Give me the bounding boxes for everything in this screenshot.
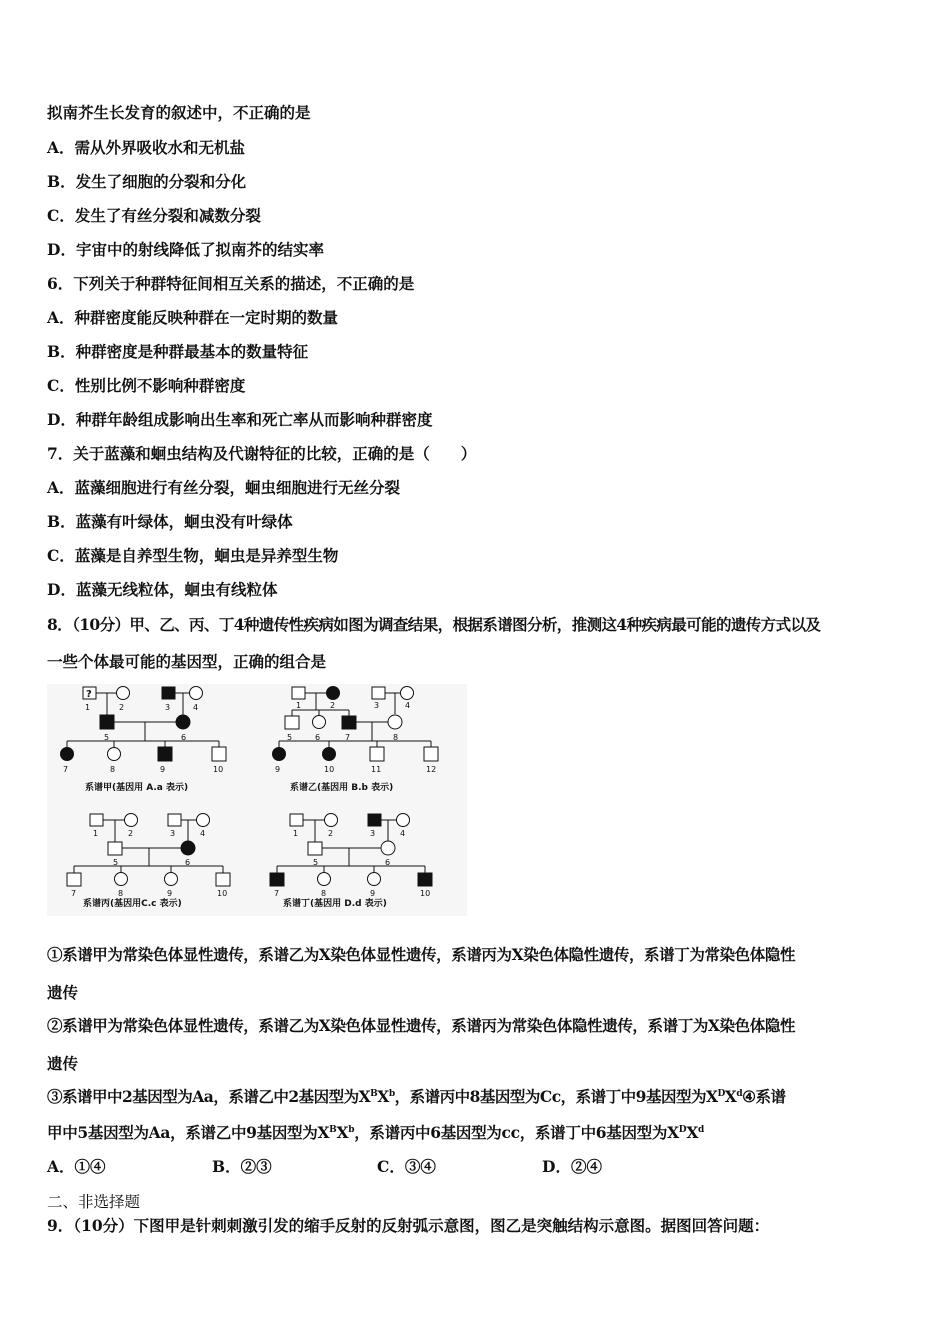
bing-label-2: 2 [128,829,134,838]
q7-option-b: B．蓝藻有叶绿体，蛔虫没有叶绿体 [47,512,293,531]
ding-label-8: 8 [321,889,327,898]
jia-person-2 [117,687,130,700]
bing-person-9 [165,873,178,886]
yi-label-6: 6 [315,733,321,742]
yi-label-2: 2 [330,701,336,710]
q5-option-c: C．发生了有丝分裂和减数分裂 [47,206,261,225]
statement-1-cont: 遗传 [47,983,79,1002]
q6-option-b: B．种群密度是种群最基本的数量特征 [47,342,309,361]
yi-person-9 [273,748,286,761]
bing-label-7: 7 [71,889,77,898]
ding-person-4 [397,814,410,827]
q8-stem: 8．（10分）甲、乙、丙、丁4种遗传性疾病如图为调查结果，根据系谱图分析，推测这4种疾病最可能的遗传方式以及 [47,615,821,634]
statement-1: ①系谱甲为常染色体显性遗传，系谱乙为X染色体显性遗传，系谱丙为X染色体隐性遗传，系谱丁为常染色体隐性 [47,945,796,964]
bing-person-1 [90,814,103,826]
yi-label-10: 10 [324,765,335,774]
q7-option-c: C．蓝藻是自养型生物，蛔虫是异养型生物 [47,546,339,565]
q9-stem: 9．（10分）下图甲是针刺刺激引发的缩手反射的反射弧示意图，图乙是突触结构示意图。据图回答问题： [47,1216,770,1235]
q8-option-a: A．①④ [47,1157,106,1176]
bing-label-4: 4 [200,829,206,838]
bing-label-8: 8 [118,889,124,898]
ding-label-2: 2 [328,829,334,838]
ding-person-6 [381,841,395,855]
yi-label-12: 12 [426,765,437,774]
jia-label-5: 5 [104,733,110,742]
q5-option-d: D．宇宙中的射线降低了拟南芥的结实率 [47,240,324,259]
ding-person-9 [368,873,381,886]
jia-caption: 系谱甲(基因用 A.a 表示) [85,783,189,793]
jia-person-9 [158,747,172,761]
yi-label-9: 9 [275,765,281,774]
jia-label-3: 3 [165,703,171,712]
jia-unknown-mark-text: ? [86,689,92,700]
yi-person-2 [327,687,340,700]
q8-stem-cont: 一些个体最可能的基因型，正确的组合是 [47,652,327,671]
jia-label-1: 1 [85,703,91,712]
yi-label-4: 4 [405,701,411,710]
bing-person-5 [108,842,122,855]
q6-option-d: D．种群年龄组成影响出生率和死亡率从而影响种群密度 [47,410,433,429]
ding-label-4: 4 [400,829,406,838]
jia-person-7 [61,748,74,761]
yi-person-5 [285,716,299,729]
statement-4: 甲中5基因型为Aa，系谱乙中9基因型为$X^BX^b$，系谱丙中6基因型为cc，系谱丁中6基因型为$X^DX^d$ [47,1123,705,1142]
statement-3: ③系谱甲中2基因型为Aa，系谱乙中2基因型为$X^BX^b$，系谱丙中8基因型为Cc，系谱丁中9基因型为$X^DX^d④$系谱 [47,1087,786,1106]
ding-label-6: 6 [385,858,391,867]
jia-person-3 [162,687,175,699]
yi-person-8 [388,715,402,729]
jia-person-8 [108,748,121,761]
jia-label-2: 2 [119,703,125,712]
yi-person-4 [401,687,414,700]
bing-label-10: 10 [217,889,228,898]
q5-option-a: A．需从外界吸收水和无机盐 [47,138,246,157]
jia-person-10 [212,747,226,761]
bing-person-7 [67,873,81,886]
bing-person-2 [125,814,138,827]
ding-label-3: 3 [370,829,376,838]
q7-stem: 7．关于蓝藻和蛔虫结构及代谢特征的比较，正确的是（ ） [47,444,477,463]
q7-option-d: D．蓝藻无线粒体，蛔虫有线粒体 [47,580,278,599]
bing-person-8 [115,873,128,886]
yi-person-10 [323,748,336,761]
statement-2: ②系谱甲为常染色体显性遗传，系谱乙为X染色体显性遗传，系谱丙为常染色体隐性遗传，系谱丁为X染色体隐性 [47,1016,796,1035]
ding-person-1 [290,814,303,826]
yi-person-12 [424,747,438,761]
bing-label-3: 3 [170,829,176,838]
jia-label-6: 6 [181,733,187,742]
bing-label-1: 1 [93,829,99,838]
ding-label-5: 5 [313,858,319,867]
yi-label-7: 7 [345,733,351,742]
pedigree-figure [47,684,467,916]
ding-label-9: 9 [370,889,376,898]
ding-person-2 [325,814,338,827]
bing-label-9: 9 [167,889,173,898]
q8-option-c: C．③④ [377,1157,436,1176]
jia-person-6 [176,715,190,729]
bing-person-3 [168,814,181,826]
jia-label-8: 8 [110,765,116,774]
ding-person-3 [368,814,381,826]
yi-person-7 [342,716,356,729]
q5-option-b: B．发生了细胞的分裂和分化 [47,172,247,191]
jia-label-4: 4 [193,703,199,712]
ding-caption: 系谱丁(基因用 D.d 表示) [283,899,387,909]
bing-person-4 [197,814,210,827]
q6-option-a: A．种群密度能反映种群在一定时期的数量 [47,308,339,327]
jia-label-10: 10 [213,765,224,774]
yi-person-3 [372,687,385,699]
yi-label-11: 11 [371,765,382,774]
ding-person-7 [270,873,284,886]
ding-person-8 [318,873,331,886]
yi-person-1 [292,687,305,699]
ding-label-10: 10 [420,889,431,898]
yi-person-11 [370,747,384,761]
bing-caption: 系谱丙(基因用C.c 表示) [83,899,182,909]
ding-person-5 [308,842,322,855]
bing-person-6 [181,841,195,855]
q8-option-d: D．②④ [542,1157,602,1176]
jia-person-4 [190,687,203,700]
yi-label-5: 5 [287,733,293,742]
yi-label-8: 8 [393,733,399,742]
jia-person-5 [100,715,114,729]
q7-option-a: A．蓝藻细胞进行有丝分裂，蛔虫细胞进行无丝分裂 [47,478,401,497]
ding-label-1: 1 [293,829,299,838]
yi-label-3: 3 [374,701,380,710]
q6-stem: 6．下列关于种群特征间相互关系的描述，不正确的是 [47,274,415,293]
ding-person-10 [418,873,432,886]
ding-label-7: 7 [274,889,280,898]
jia-label-9: 9 [160,765,166,774]
q8-option-b: B．②③ [212,1157,272,1176]
yi-person-6 [313,716,326,729]
q6-option-c: C．性别比例不影响种群密度 [47,376,246,395]
yi-label-1: 1 [296,701,302,710]
yi-caption: 系谱乙(基因用 B.b 表示) [290,783,394,793]
bing-label-5: 5 [113,858,119,867]
q5-stem-continued: 拟南芥生长发育的叙述中，不正确的是 [47,103,311,122]
jia-label-7: 7 [63,765,69,774]
bing-person-10 [216,873,230,886]
section-2-heading: 二、非选择题 [47,1193,141,1211]
bing-label-6: 6 [185,858,191,867]
statement-2-cont: 遗传 [47,1054,79,1073]
